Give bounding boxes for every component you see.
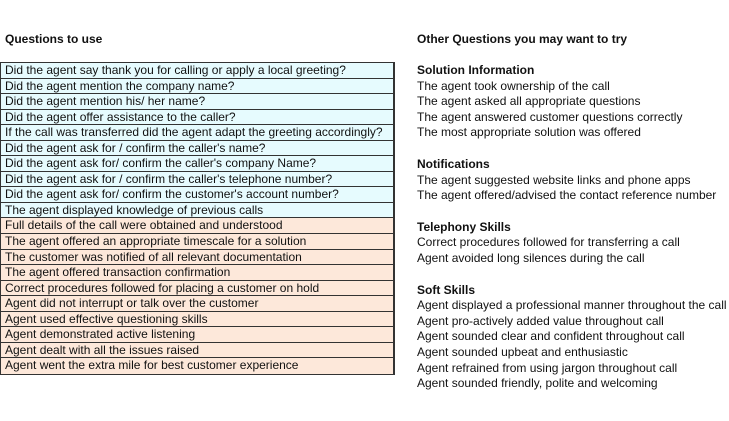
question-row: The agent displayed knowledge of previous calls [0,203,394,219]
question-row: Full details of the call were obtained and understood [0,218,394,234]
question-row: Did the agent mention the company name? [0,79,394,95]
section-soft-skills [417,283,729,392]
list-item: The most appropriate solution was offered [417,125,641,140]
other-questions-heading: Other Questions you may want to try [417,32,628,46]
section-solution-information [417,63,729,141]
question-row: Did the agent ask for/ confirm the caller's company Name? [0,156,394,172]
list-item: The agent asked all appropriate questions [417,94,641,109]
question-row: Correct procedures followed for placing a customer on hold [0,281,394,297]
question-row: Did the agent ask for/ confirm the customer's account number? [0,187,394,203]
question-row: Agent used effective questioning skills [0,312,394,328]
question-row: Did the agent say thank you for calling or apply a local greeting? [0,63,394,79]
section-telephony-skills [417,220,729,267]
list-item: Agent sounded friendly, polite and welcoming [417,376,658,391]
list-item: The agent offered/advised the contact reference number [417,188,717,203]
list-item: Agent avoided long silences during the call [417,250,645,265]
question-row: Did the agent mention his/ her name? [0,94,394,110]
question-row: Agent went the extra mile for best customer experience [0,358,394,374]
question-row: The agent offered an appropriate timescale for a solution [0,234,394,250]
section-title: Telephony Skills [417,219,511,234]
list-item: Agent sounded clear and confident throughout call [417,329,685,344]
question-row: The agent offered transaction confirmation [0,265,394,281]
section-notifications [417,157,729,204]
other-questions-panel [417,32,729,408]
question-row: If the call was transferred did the agent adapt the greeting accordingly? [0,125,394,141]
list-item: Correct procedures followed for transferring a call [417,235,680,250]
list-item: Agent displayed a professional manner throughout the call [417,298,727,313]
question-row: Did the agent ask for / confirm the caller's name? [0,141,394,157]
list-item: The agent took ownership of the call [417,78,610,93]
list-item: Agent pro-actively added value throughout call [417,313,664,328]
question-row: Agent did not interrupt or talk over the customer [0,296,394,312]
question-row: Did the agent offer assistance to the caller? [0,110,394,126]
section-title: Notifications [417,156,490,171]
section-title: Soft Skills [417,282,476,297]
questions-to-use-heading: Questions to use [5,32,103,46]
list-item: The agent suggested website links and phone apps [417,172,691,187]
section-title: Solution Information [417,63,535,77]
question-row: The customer was notified of all relevant documentation [0,250,394,266]
list-item: The agent answered customer questions correctly [417,109,683,124]
question-row: Agent dealt with all the issues raised [0,343,394,359]
question-row: Did the agent ask for / confirm the caller's telephone number? [0,172,394,188]
list-item: Agent refrained from using jargon throughout call [417,360,678,375]
question-row: Agent demonstrated active listening [0,327,394,343]
list-item: Agent sounded upbeat and enthusiastic [417,344,628,359]
questions-table [0,62,395,375]
